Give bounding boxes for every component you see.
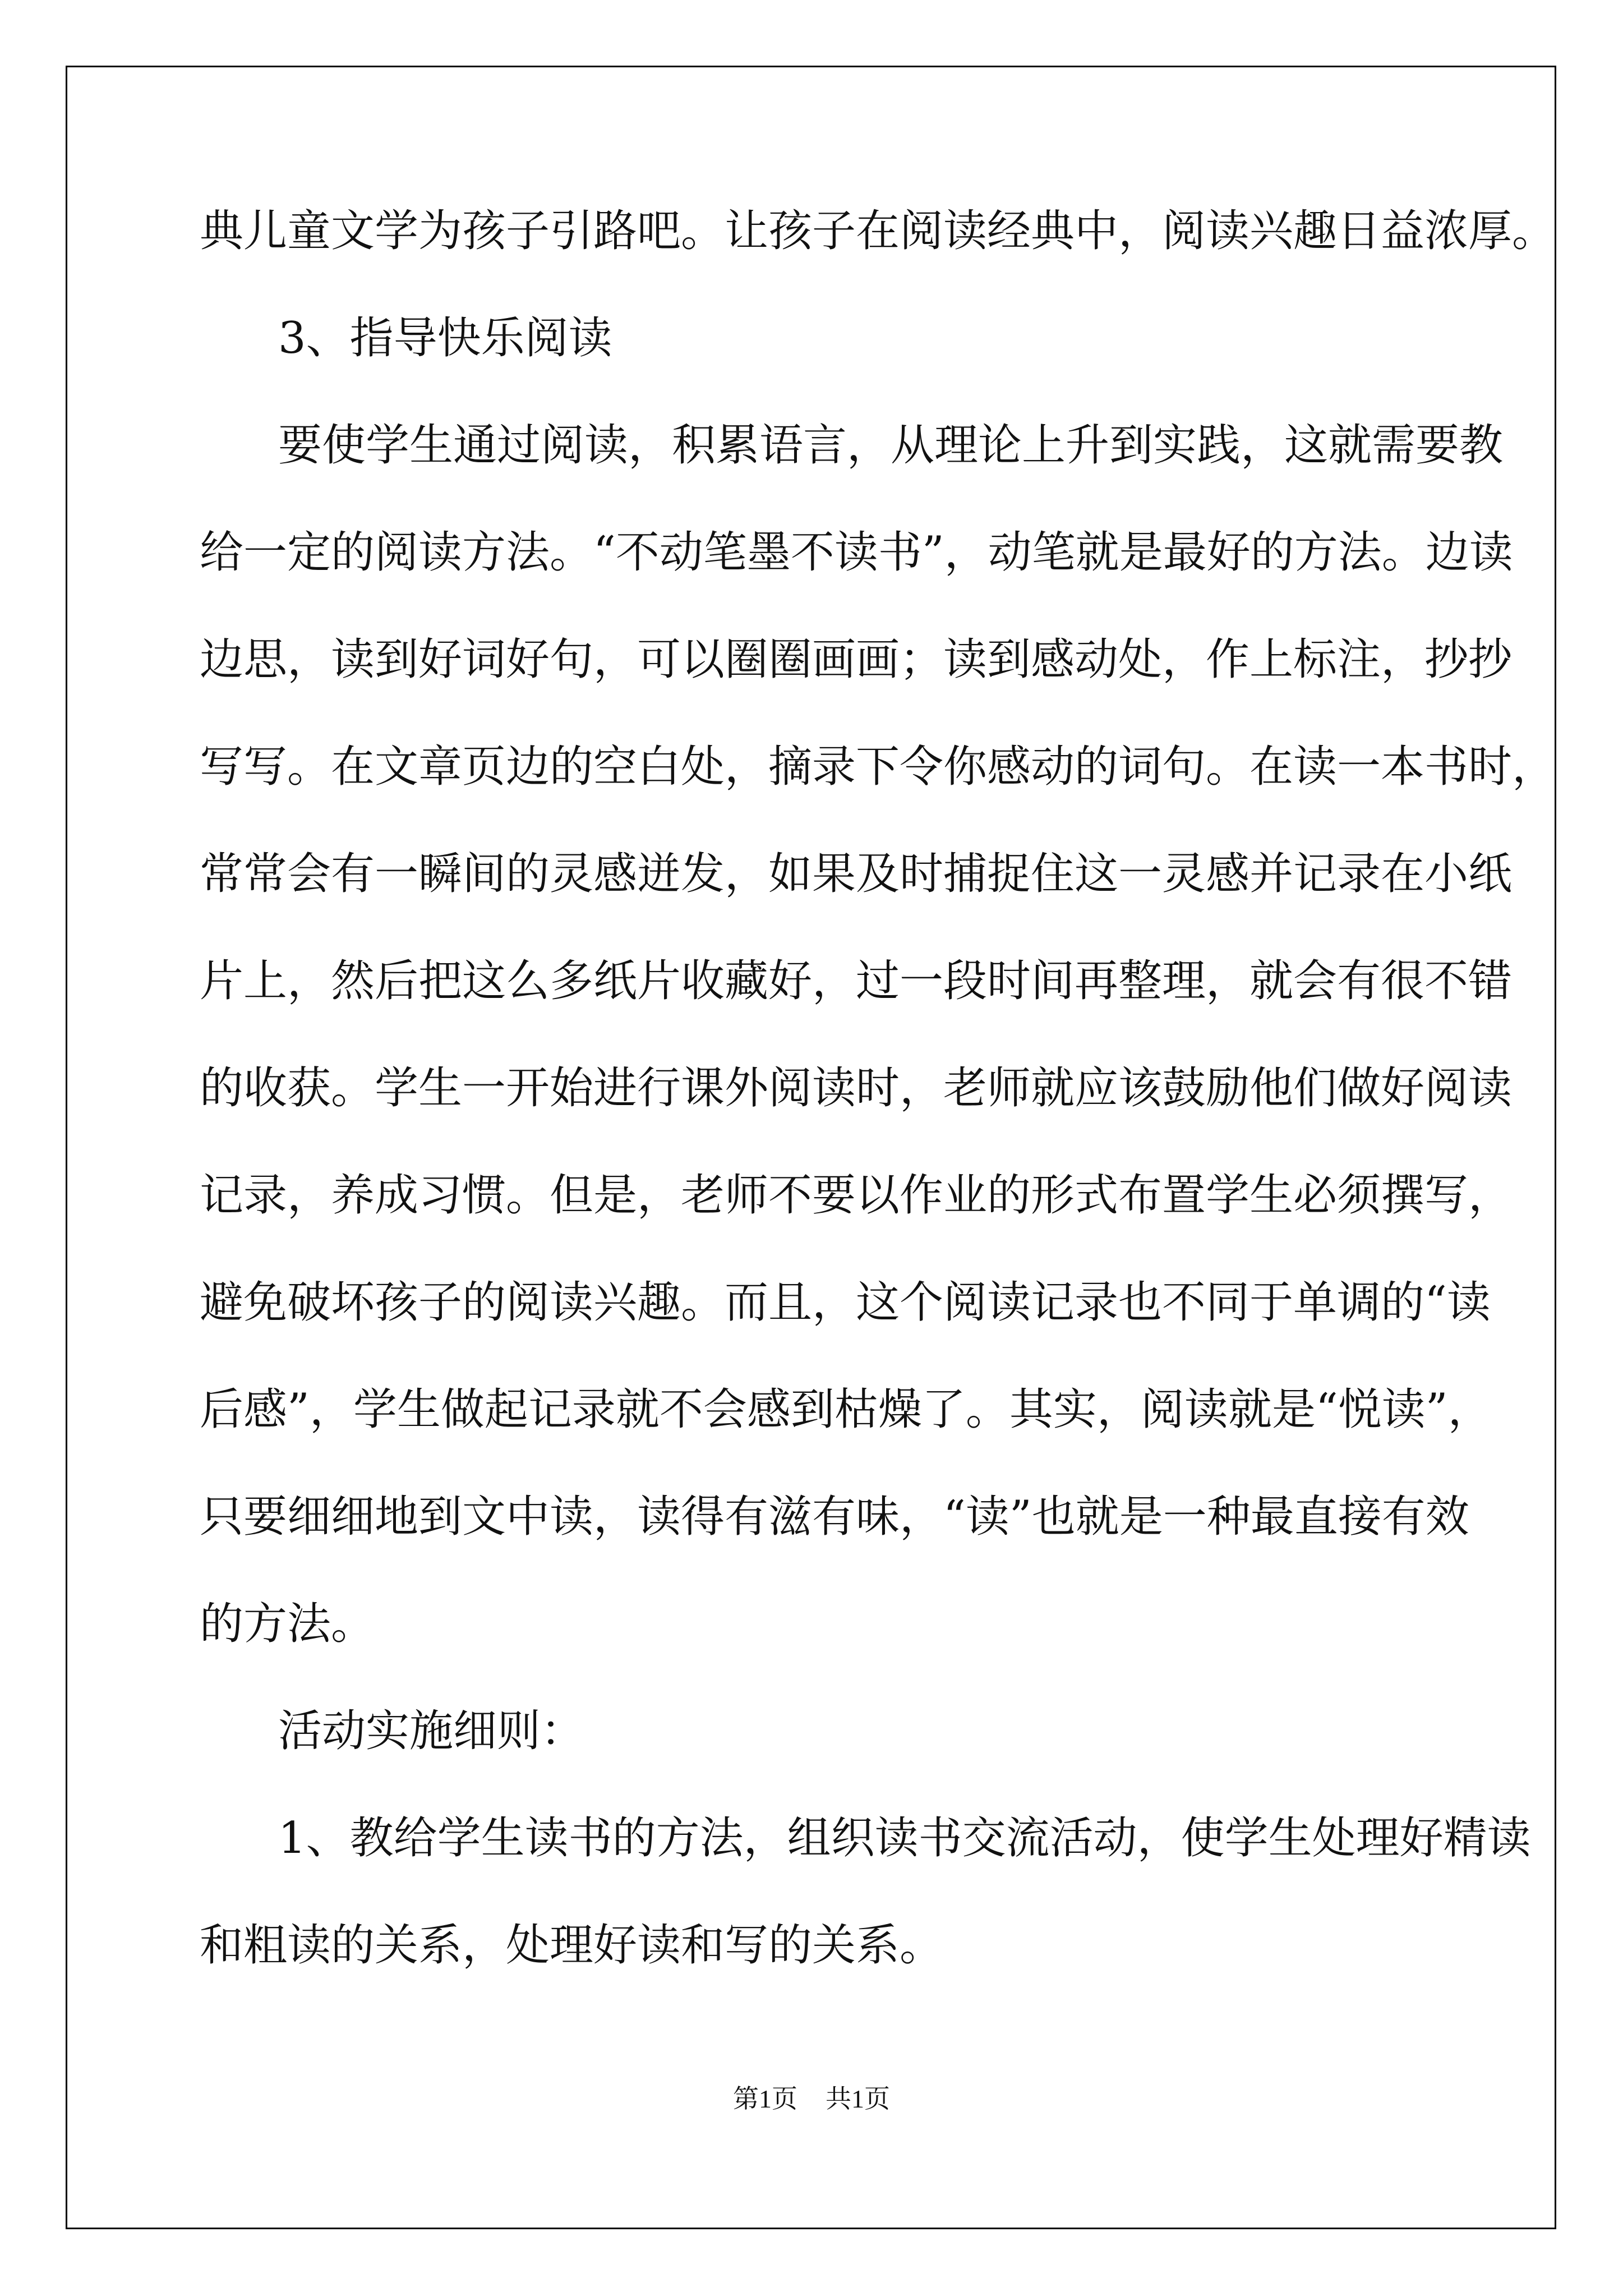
page-total: 共1页	[826, 2085, 890, 2113]
page-border	[66, 66, 1556, 2229]
text-line: 片上，然后把这么多纸片收藏好，过一段时间再整理，就会有很不错	[200, 956, 1513, 1006]
text-line: 记录，养成习惯。但是，老师不要以作业的形式布置学生必须撰写，	[200, 1170, 1513, 1221]
text-line: 给一定的阅读方法。“不动笔墨不读书”，动笔就是最好的方法。边读	[200, 527, 1513, 578]
text-line: 的收获。学生一开始进行课外阅读时，老师就应该鼓励他们做好阅读	[200, 1063, 1513, 1114]
text-line: 1、教给学生读书的方法，组织读书交流活动，使学生处理好精读	[278, 1813, 1531, 1864]
text-line: 常常会有一瞬间的灵感迸发，如果及时捕捉住这一灵感并记录在小纸	[200, 849, 1513, 899]
page-footer	[0, 2082, 1623, 2116]
page-number: 第1页	[733, 2085, 797, 2113]
text-line: 后感”，学生做起记录就不会感到枯燥了。其实，阅读就是“悦读”，	[200, 1384, 1492, 1435]
text-line: 只要细细地到文中读，读得有滋有味，“读”也就是一种最直接有效	[200, 1492, 1469, 1542]
text-line: 要使学生通过阅读，积累语言，从理论上升到实践，这就需要教	[278, 420, 1504, 471]
text-line: 的方法。	[200, 1599, 375, 1649]
section-heading: 3、指导快乐阅读	[278, 313, 612, 364]
text-line: 典儿童文学为孩子引路吧。让孩子在阅读经典中，阅读兴趣日益浓厚。	[200, 206, 1556, 256]
text-line: 边思，读到好词好句，可以圈圈画画；读到感动处，作上标注，抄抄	[200, 634, 1513, 685]
section-heading: 活动实施细则：	[278, 1706, 585, 1756]
text-line: 写写。在文章页边的空白处，摘录下令你感动的词句。在读一本书时，	[200, 742, 1556, 792]
text-line: 和粗读的关系，处理好读和写的关系。	[200, 1920, 944, 1971]
text-line: 避免破坏孩子的阅读兴趣。而且，这个阅读记录也不同于单调的“读	[200, 1277, 1491, 1328]
